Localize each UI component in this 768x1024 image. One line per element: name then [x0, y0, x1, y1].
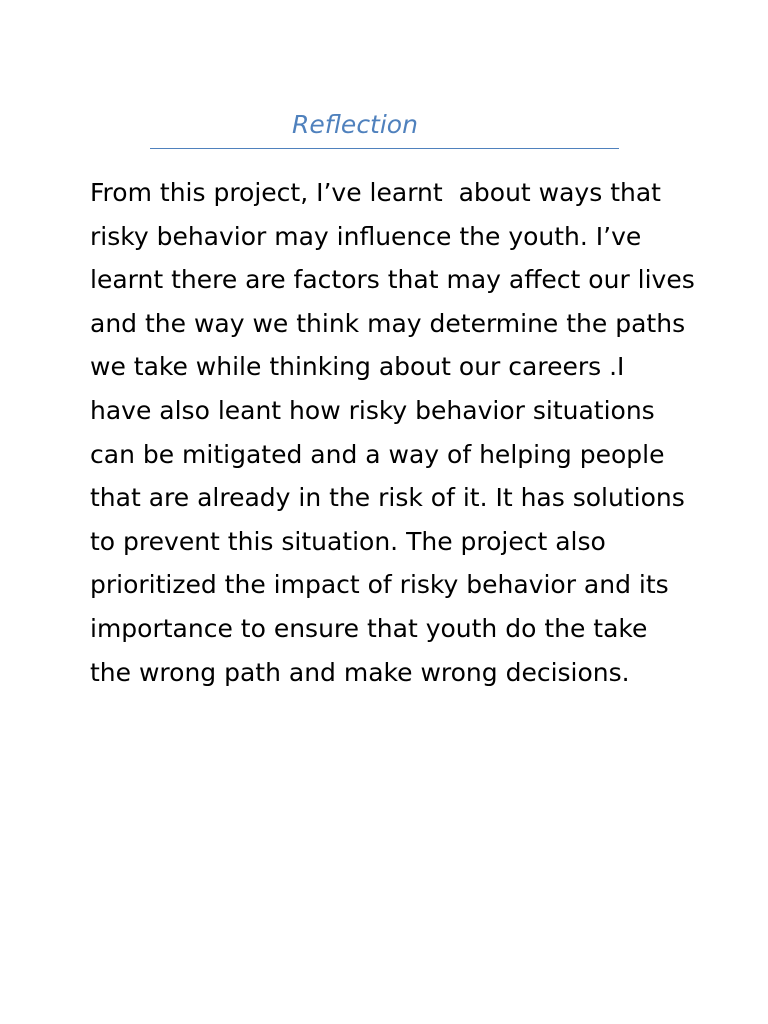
paragraph-line: that are already in the risk of it. It has solutions	[90, 483, 685, 513]
paragraph-line: we take while thinking about our careers .I	[90, 352, 625, 382]
paragraph-line: and the way we think may determine the paths	[90, 308, 686, 338]
paragraph-line: prioritized the impact of risky behavior and its	[90, 570, 669, 600]
paragraph-line: to prevent this situation. The project also	[90, 526, 606, 556]
paragraph-line: From this project, I’ve learnt about ways that	[90, 178, 661, 207]
paragraph-line: importance to ensure that youth do the take	[90, 613, 648, 643]
title-underline-rule	[150, 148, 619, 149]
paragraph-line: learnt there are factors that may affect our lives	[90, 265, 695, 295]
document-title: Reflection	[292, 110, 418, 139]
paragraph-line: can be mitigated and a way of helping people	[90, 439, 665, 469]
reflection-paragraph	[90, 171, 700, 694]
paragraph-line: the wrong path and make wrong decisions.	[90, 657, 630, 687]
paragraph-line: have also leant how risky behavior situations	[90, 395, 655, 425]
paragraph-line: risky behavior may influence the youth. I’ve	[90, 221, 642, 251]
